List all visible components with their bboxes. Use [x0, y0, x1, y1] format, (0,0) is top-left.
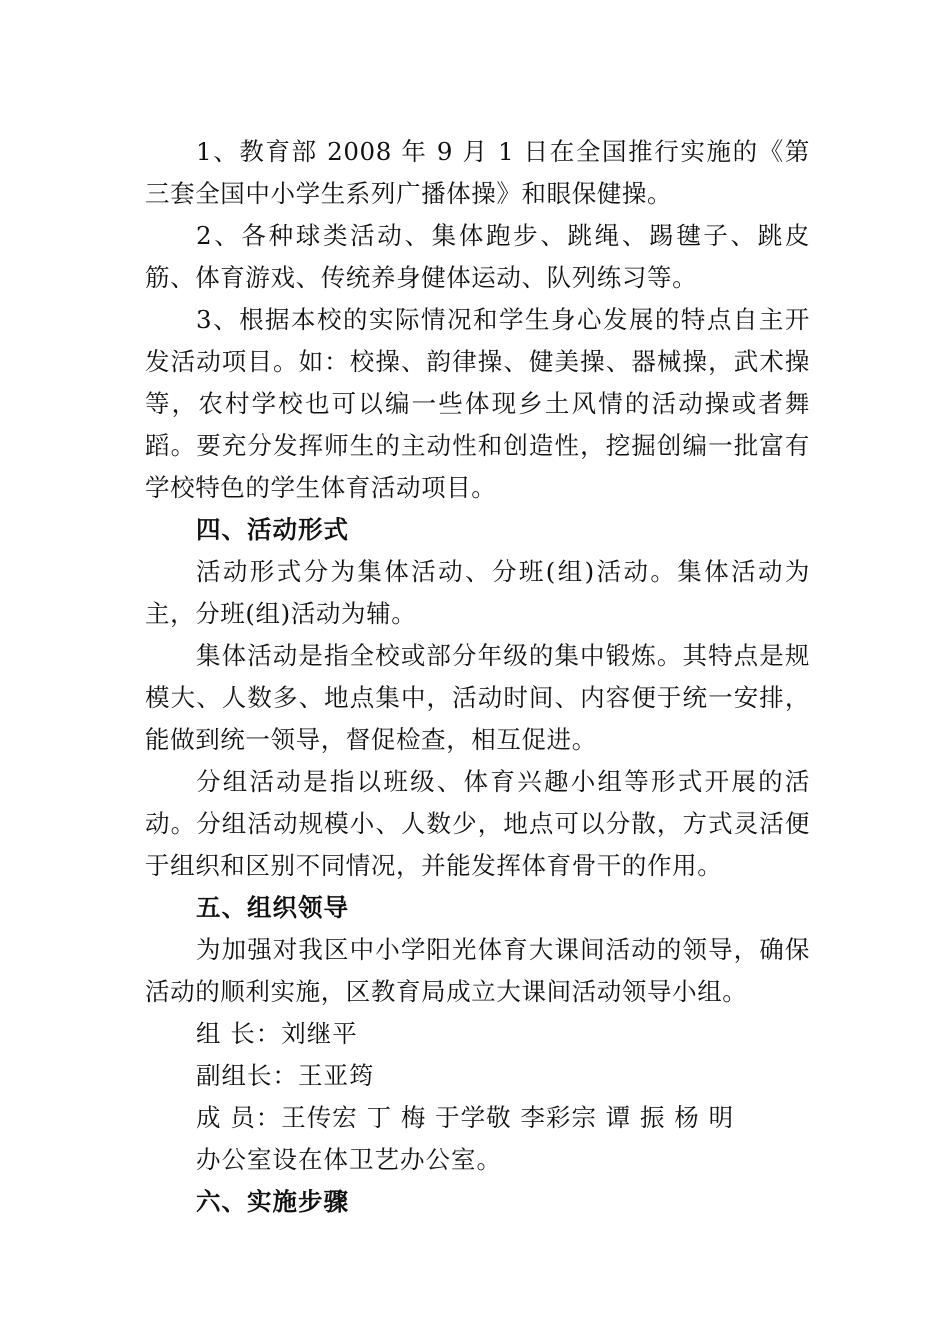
list-item-1: 1、教育部 2008 年 9 月 1 日在全国推行实施的《第三套全国中小学生系列广播体操》和眼保健操。: [145, 137, 810, 208]
list-item-2: 2、各种球类活动、集体跑步、跳绳、踢毽子、跳皮筋、体育游戏、传统养身健体运动、队列练习等。: [145, 221, 810, 292]
list-item-3: 3、根据本校的实际情况和学生身心发展的特点自主开发活动项目。如：校操、韵律操、健美操、器械操，武术操等，农村学校也可以编一些体现乡土风情的活动操或者舞蹈。要充分发挥师生的主动性和创造性，挖掘创编一批富有学校特色的学生体育活动项目。: [145, 305, 810, 502]
leader-line: 组 长：刘继平: [196, 1019, 358, 1048]
members-line: 成 员：王传宏 丁 梅 于学敬 李彩宗 谭 振 杨 明: [196, 1103, 735, 1132]
section-heading-implementation: 六、实施步骤: [196, 1187, 349, 1216]
paragraph-collective-activity: 集体活动是指全校或部分年级的集中锻炼。其特点是规模大、人数多、地点集中，活动时间、内容便于统一安排，能做到统一领导，督促检查，相互促进。: [145, 641, 810, 754]
office-line: 办公室设在体卫艺办公室。: [196, 1145, 502, 1174]
document-body: [145, 131, 810, 1223]
section-heading-activity-form: 四、活动形式: [196, 515, 349, 544]
paragraph-activity-form: 活动形式分为集体活动、分班(组)活动。集体活动为主，分班(组)活动为辅。: [145, 557, 810, 628]
section-heading-organization: 五、组织领导: [196, 893, 349, 922]
vice-leader-line: 副组长：王亚筠: [196, 1061, 375, 1090]
paragraph-organization: 为加强对我区中小学阳光体育大课间活动的领导，确保活动的顺利实施，区教育局成立大课间活动领导小组。: [145, 935, 810, 1006]
paragraph-group-activity: 分组活动是指以班级、体育兴趣小组等形式开展的活动。分组活动规模小、人数少，地点可以分散，方式灵活便于组织和区别不同情况，并能发挥体育骨干的作用。: [145, 767, 810, 880]
